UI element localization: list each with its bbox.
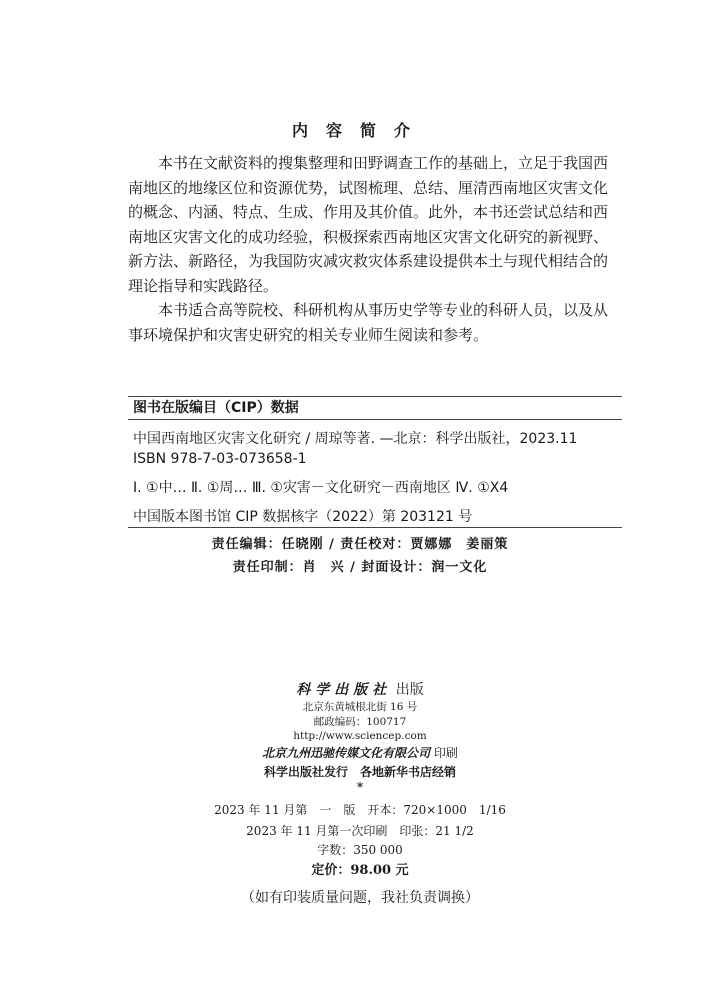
intro-line: 南地区的地缘区位和资源优势，试图梳理、总结、厘清西南地区灾害文化 <box>128 178 609 197</box>
cip-isbn: ISBN 978-7-03-073658-1 <box>133 451 307 467</box>
publisher-line <box>0 679 720 699</box>
publisher-address: 北京东黄城根北街 16 号 <box>302 701 418 713</box>
cip-record-number: 中国版本图书馆 CIP 数据核字（2022）第 203121 号 <box>133 509 473 525</box>
cip-bottom-rule <box>128 527 622 528</box>
printer-suffix: 印刷 <box>430 746 458 760</box>
intro-line: 本书在文献资料的搜集整理和田野调查工作的基础上，立足于我国西 <box>128 154 609 172</box>
distribution-line: 科学出版社发行 各地新华书店经销 <box>263 765 456 779</box>
printer-name: 北京九州迅驰传媒文化有限公司 <box>262 746 431 760</box>
publisher-website: http://www.sciencep.com <box>293 730 427 742</box>
intro-line: 的概念、内涵、特点、生成、作用及其价值。此外，本书还尝试总结和西 <box>128 203 609 221</box>
cip-heading-rule <box>128 419 622 420</box>
printer-line <box>0 744 720 761</box>
cip-title-line: 中国西南地区灾害文化研究 / 周琼等著. —北京：科学出版社，2023.11 <box>133 431 578 447</box>
cip-classification: Ⅰ. ①中… Ⅱ. ①周… Ⅲ. ①灾害－文化研究－西南地区 Ⅳ. ①X4 <box>133 480 509 496</box>
intro-paragraph-1 <box>128 151 608 298</box>
edition-line: 2023 年 11 月第 一 版 开本：720×1000 1/16 <box>214 803 506 817</box>
editors-credit: 责任编辑：任晓刚 / 责任校对：贾娜娜 姜丽策 <box>211 537 509 552</box>
publisher-name: 科学出版社 <box>296 682 392 698</box>
separator-star: * <box>356 780 364 794</box>
page-title: 内容简介 <box>291 121 428 140</box>
cip-heading: 图书在版编目（CIP）数据 <box>133 400 299 416</box>
intro-line: 新方法、新路径，为我国防灾减灾救灾体系建设提供本土与现代相结合的 <box>128 252 609 270</box>
publisher-postcode: 邮政编码：100717 <box>313 716 407 728</box>
print-cover-credit: 责任印制：肖 兴 / 封面设计：润一文化 <box>232 560 488 575</box>
intro-line: 事环境保护和灾害史研究的相关专业师生阅读和参考。 <box>128 325 489 344</box>
intro-paragraph-2 <box>128 298 608 347</box>
quality-notice: （如有印装质量问题，我社负责调换） <box>241 890 479 906</box>
price-line: 定价：98.00 元 <box>311 863 409 878</box>
intro-line: 理论指导和实践路径。 <box>128 276 279 295</box>
printing-line: 2023 年 11 月第一次印刷 印张：21 1/2 <box>246 824 474 838</box>
intro-line: 本书适合高等院校、科研机构从事历史学等专业的科研人员，以及从 <box>128 301 609 319</box>
intro-line: 南地区灾害文化的成功经验，积极探索西南地区灾害文化研究的新视野、 <box>128 227 609 246</box>
wordcount-line: 字数：350 000 <box>317 843 403 857</box>
publisher-suffix: 出版 <box>391 682 424 698</box>
